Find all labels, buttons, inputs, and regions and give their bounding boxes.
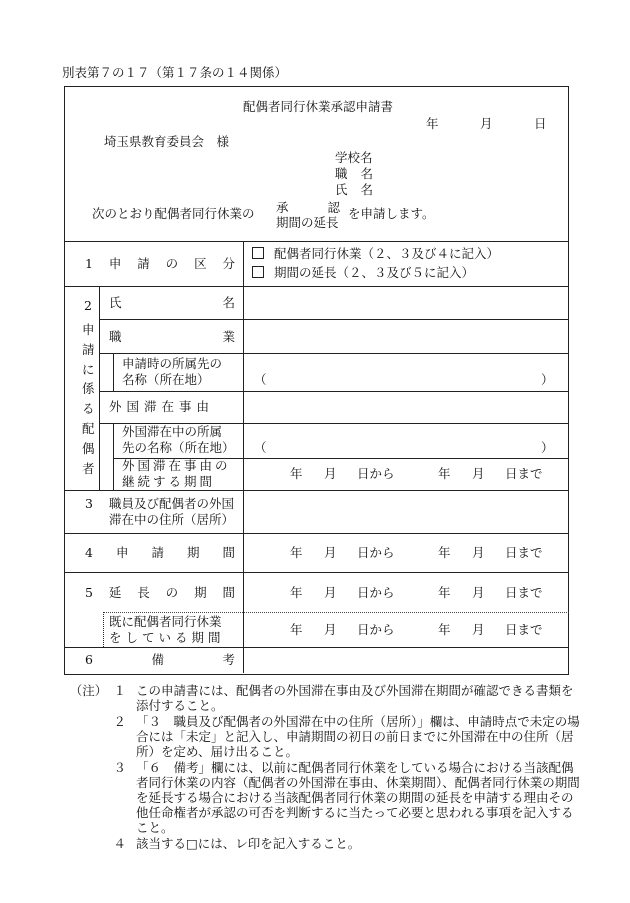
column-rule bbox=[113, 423, 114, 490]
rule bbox=[64, 572, 569, 573]
row3-label-line1: 職員及び配偶者の外国 bbox=[109, 496, 235, 511]
rule bbox=[99, 391, 569, 392]
school-name-label: 学校名 bbox=[335, 150, 373, 165]
row1-label: 1 申 請 の 区 分 bbox=[85, 256, 235, 271]
stay-period-label-line2: 継続する期間 bbox=[122, 474, 216, 489]
rule bbox=[99, 319, 569, 320]
spouse-occupation-label: 職 業 bbox=[109, 329, 235, 344]
form-reference: 別表第７の１７（第１７条の１４関係） bbox=[62, 65, 288, 80]
position-label: 職 名 bbox=[335, 166, 373, 181]
rule bbox=[64, 647, 569, 648]
rule bbox=[64, 490, 569, 491]
note-item: ３ 「６ 備考」欄には、以前に配偶者同行休業をしている場合における当該配偶者同行休業の内容（配偶者の外国滞在事由、休業期間）、配偶者同行休業の期間を延長する場合における当該配偶者同行休業の期間の延長を申請する理由その他任命権者が承認の可否を判断するに当たって必要と思われる事項を記入すること。 bbox=[113, 760, 580, 835]
paren-open: （ bbox=[254, 440, 267, 455]
current-leave-label-line1: 既に配偶者同行休業 bbox=[109, 614, 222, 629]
date-month-label: 月 bbox=[480, 116, 493, 131]
addressee: 埼玉県教育委員会 様 bbox=[104, 134, 230, 149]
dotted-rule bbox=[103, 612, 569, 613]
row4-label: 4 申 請 期 間 bbox=[85, 545, 235, 560]
column-rule bbox=[99, 286, 100, 490]
rule bbox=[64, 241, 569, 242]
statement-prefix: 次のとおり配偶者同行休業の bbox=[92, 206, 255, 221]
affiliation-label-line2: 名称（所在地） bbox=[122, 372, 210, 387]
date-day-label: 日 bbox=[534, 116, 547, 131]
checkbox-icon[interactable] bbox=[252, 266, 264, 278]
statement-suffix: を申請します。 bbox=[348, 206, 435, 221]
foreign-affiliation-label-line2: 先の名称（所在地） bbox=[122, 440, 235, 455]
spouse-name-label: 氏 名 bbox=[109, 295, 235, 310]
note-item: （注） １ この申請書には、配偶者の外国滞在事由及び外国滞在期間が確認できる書類を添付すること。 bbox=[69, 683, 574, 713]
row2-vertical-label: 申 請 に 係 る 配 偶 者 bbox=[82, 322, 95, 476]
note-item: ２ 「３ 職員及び配偶者の外国滞在中の住所（居所）」欄は、申請時点で未定の場合には「未定」と記入し、申請期間の初日の前日までに外国滞在中の住所（居所）を定め、届け出ること。 bbox=[113, 714, 580, 759]
column-rule bbox=[113, 353, 114, 391]
current-leave-label-line2: をしている期間 bbox=[109, 630, 225, 645]
row6-label: 6 備 考 bbox=[85, 652, 235, 667]
stay-period-label-line1: 外国滞在事由の bbox=[122, 458, 231, 473]
option-checkbox-leave[interactable]: 配偶者同行休業（２、３及び４に記入） bbox=[252, 247, 499, 261]
notes bbox=[62, 683, 582, 852]
form-title: 配偶者同行休業承認申請書 bbox=[243, 99, 394, 114]
row3-number: 3 bbox=[85, 496, 93, 511]
date-year-label: 年 bbox=[426, 116, 439, 131]
rule bbox=[64, 286, 569, 287]
paren-open: （ bbox=[254, 372, 267, 387]
row5-label: 5 延 長 の 期 間 bbox=[85, 585, 235, 600]
column-rule bbox=[243, 241, 244, 673]
rule bbox=[99, 353, 569, 354]
foreign-affiliation-label-line1: 外国滞在中の所属 bbox=[122, 424, 223, 439]
note-item: ４ 該当する□には、レ印を記入すること。 bbox=[113, 836, 361, 851]
option-checkbox-extension[interactable]: 期間の延長（２、３及び５に記入） bbox=[252, 266, 474, 280]
row2-number: 2 bbox=[84, 298, 92, 313]
row3-label-line2: 滞在中の住所（居所） bbox=[109, 512, 235, 527]
foreign-stay-reason-label: 外国滞在事由 bbox=[109, 399, 215, 414]
statement-option-extension: 期間の延長 bbox=[276, 215, 339, 230]
paren-close: ） bbox=[541, 440, 554, 455]
dotted-column-rule bbox=[103, 612, 104, 647]
paren-close: ） bbox=[541, 372, 554, 387]
checkbox-icon[interactable] bbox=[252, 247, 264, 259]
affiliation-label-line1: 申請時の所属先の bbox=[122, 356, 223, 371]
statement-option-approval: 承 認 bbox=[276, 200, 340, 215]
rule bbox=[64, 533, 569, 534]
applicant-name-label: 氏 名 bbox=[335, 182, 373, 197]
